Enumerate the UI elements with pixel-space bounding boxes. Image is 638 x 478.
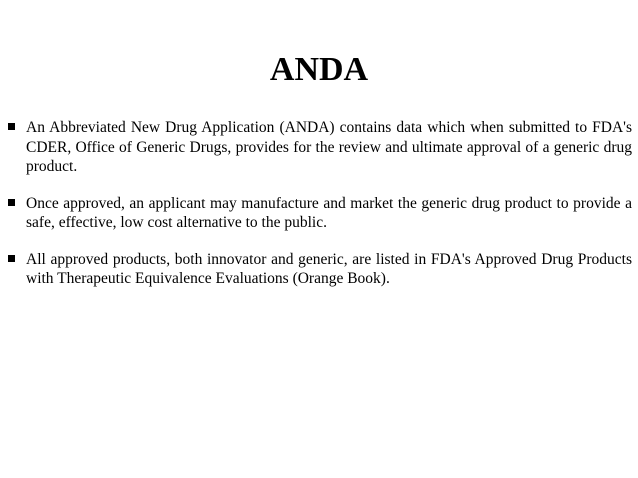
bullet-item [8, 118, 632, 177]
bullet-text: Once approved, an applicant may manufacture and market the generic drug product to provide a safe, effective, low cost alternative to the public. [26, 194, 632, 231]
slide-title: ANDA [269, 51, 369, 88]
square-bullet-icon [8, 255, 15, 262]
bullet-text: An Abbreviated New Drug Application (ANDA) contains data which when submitted to FDA's CDER, Office of Generic Drugs, provides for the review and ultimate approval of a generic drug product. [26, 119, 632, 175]
bullet-list [8, 118, 632, 306]
square-bullet-icon [8, 199, 15, 206]
bullet-item [8, 250, 632, 289]
square-bullet-icon [8, 123, 15, 130]
bullet-text: All approved products, both innovator and generic, are listed in FDA's Approved Drug Products with Therapeutic Equivalence Evaluations (Orange Book). [26, 250, 632, 287]
bullet-item [8, 194, 632, 233]
